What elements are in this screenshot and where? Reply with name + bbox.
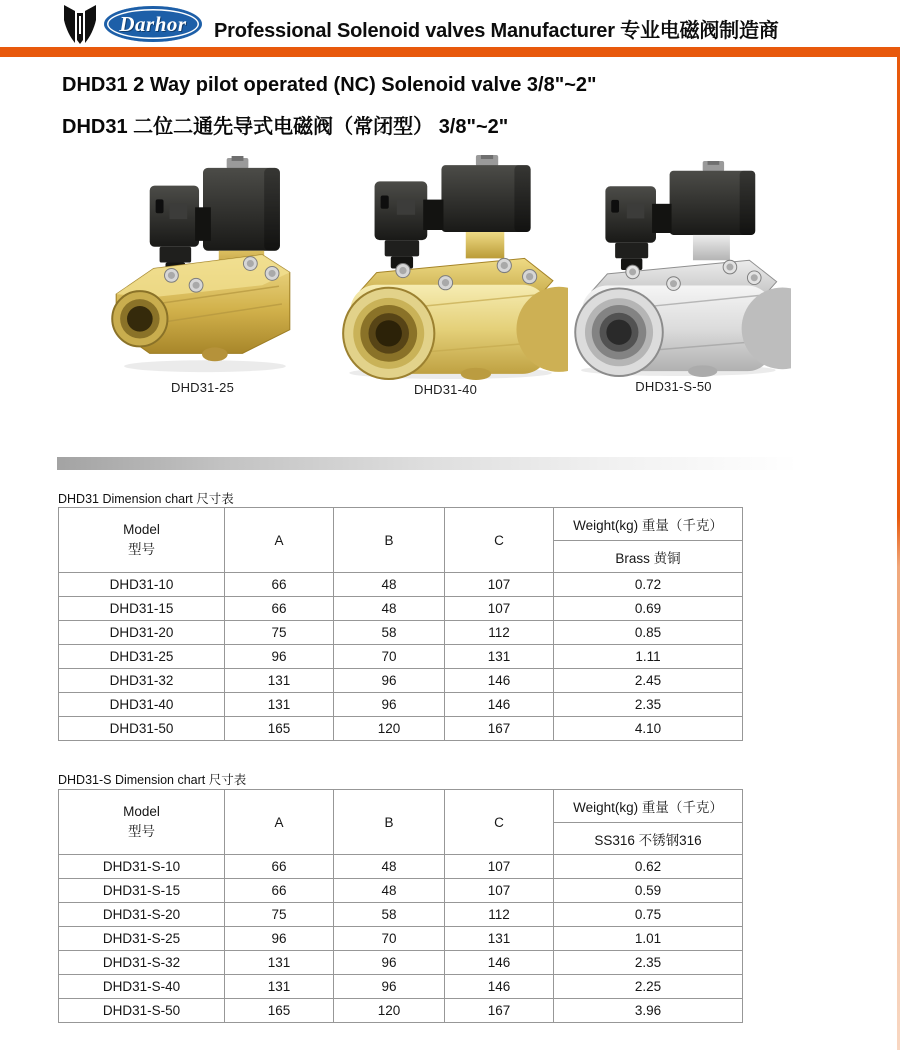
- column-header-weight: Weight(kg) 重量（千克）: [554, 508, 743, 541]
- table-row: [59, 645, 743, 669]
- dimension-cell: 96: [334, 975, 445, 999]
- header-tagline: Professional Solenoid valves Manufacturer 专业电磁阀制造商: [214, 20, 779, 42]
- figure-caption: DHD31-S-50: [635, 379, 712, 394]
- column-subheader-material: Brass 黄铜: [554, 541, 743, 573]
- dimension-cell: 131: [225, 975, 334, 999]
- dimension-cell: 112: [445, 903, 554, 927]
- dimension-cell: 66: [225, 879, 334, 903]
- table-row: [59, 879, 743, 903]
- weight-cell: 0.69: [554, 597, 743, 621]
- dimension-cell: 165: [225, 717, 334, 741]
- column-header-c: C: [445, 508, 554, 573]
- dimension-cell: 165: [225, 999, 334, 1023]
- dimension-cell: 48: [334, 573, 445, 597]
- model-cell: DHD31-S-15: [59, 879, 225, 903]
- column-subheader-material: SS316 不锈钢316: [554, 823, 743, 855]
- table-row: [59, 927, 743, 951]
- table-caption: DHD31-S Dimension chart 尺寸表: [58, 773, 247, 787]
- model-cell: DHD31-S-50: [59, 999, 225, 1023]
- figure-caption: DHD31-40: [413, 382, 477, 397]
- table-row: [59, 999, 743, 1023]
- table-row: [59, 903, 743, 927]
- column-header-model: [59, 508, 225, 573]
- model-cell: DHD31-S-25: [59, 927, 225, 951]
- model-cell: DHD31-25: [59, 645, 225, 669]
- dimension-cell: 131: [445, 645, 554, 669]
- model-cell: DHD31-50: [59, 717, 225, 741]
- model-label-en: Model: [123, 804, 160, 820]
- model-cell: DHD31-40: [59, 693, 225, 717]
- model-label-en: Model: [123, 522, 160, 538]
- dimension-cell: 146: [445, 951, 554, 975]
- dimension-cell: 107: [445, 879, 554, 903]
- dimension-cell: 167: [445, 999, 554, 1023]
- valve-image-inline-stainless: [556, 161, 791, 377]
- model-cell: DHD31-S-10: [59, 855, 225, 879]
- dimension-cell: 70: [334, 645, 445, 669]
- valve-image-inline-brass: [323, 155, 568, 380]
- model-cell: DHD31-S-40: [59, 975, 225, 999]
- model-label-cn: 型号: [128, 824, 155, 839]
- dimension-table-brass: [58, 507, 743, 741]
- model-cell: DHD31-S-20: [59, 903, 225, 927]
- dimension-cell: 58: [334, 903, 445, 927]
- model-label-cn: 型号: [128, 542, 155, 557]
- dimension-cell: 96: [334, 951, 445, 975]
- weight-cell: 1.11: [554, 645, 743, 669]
- brand-name: Darhor: [119, 11, 187, 36]
- model-cell: DHD31-20: [59, 621, 225, 645]
- weight-cell: 2.45: [554, 669, 743, 693]
- dimension-cell: 146: [445, 693, 554, 717]
- dimension-table: [58, 789, 743, 1023]
- dimension-cell: 120: [334, 999, 445, 1023]
- weight-cell: 1.01: [554, 927, 743, 951]
- figure-caption: DHD31-25: [170, 380, 234, 395]
- weight-cell: 0.59: [554, 879, 743, 903]
- dimension-cell: 96: [225, 645, 334, 669]
- dimension-cell: 107: [445, 597, 554, 621]
- dimension-cell: 112: [445, 621, 554, 645]
- section-divider: [57, 457, 829, 470]
- dimension-cell: 70: [334, 927, 445, 951]
- table-row: [59, 621, 743, 645]
- dimension-table-stainless: [58, 789, 743, 1023]
- dimension-cell: 167: [445, 717, 554, 741]
- column-header-weight: Weight(kg) 重量（千克）: [554, 790, 743, 823]
- weight-cell: 0.72: [554, 573, 743, 597]
- dimension-cell: 96: [334, 669, 445, 693]
- model-cell: DHD31-10: [59, 573, 225, 597]
- weight-cell: 3.96: [554, 999, 743, 1023]
- dimension-cell: 48: [334, 855, 445, 879]
- table-row: [59, 951, 743, 975]
- dimension-cell: 131: [225, 951, 334, 975]
- valve-image-compact-brass: [95, 156, 310, 378]
- dimension-cell: 131: [225, 669, 334, 693]
- brand-logo: [104, 6, 202, 42]
- weight-cell: 2.35: [554, 693, 743, 717]
- dimension-cell: 107: [445, 573, 554, 597]
- dimension-cell: 75: [225, 621, 334, 645]
- page-title-en: DHD31 2 Way pilot operated (NC) Solenoid valve 3/8"~2": [62, 74, 597, 96]
- dimension-cell: 131: [225, 693, 334, 717]
- column-header-model: [59, 790, 225, 855]
- logo-mark-icon: [62, 4, 98, 44]
- column-header-b: B: [334, 790, 445, 855]
- model-cell: DHD31-32: [59, 669, 225, 693]
- accent-bar: [0, 47, 900, 57]
- dimension-cell: 107: [445, 855, 554, 879]
- table-row: [59, 597, 743, 621]
- dimension-cell: 58: [334, 621, 445, 645]
- dimension-cell: 66: [225, 573, 334, 597]
- table-row: [59, 573, 743, 597]
- table-row: [59, 669, 743, 693]
- page-title-cn: DHD31 二位二通先导式电磁阀（常闭型） 3/8"~2": [62, 116, 509, 138]
- weight-cell: 0.85: [554, 621, 743, 645]
- dimension-cell: 66: [225, 855, 334, 879]
- dimension-cell: 131: [445, 927, 554, 951]
- table-row: [59, 975, 743, 999]
- dimension-cell: 96: [334, 693, 445, 717]
- column-header-c: C: [445, 790, 554, 855]
- dimension-cell: 146: [445, 975, 554, 999]
- column-header-a: A: [225, 508, 334, 573]
- product-figure: [95, 156, 310, 395]
- dimension-cell: 96: [225, 927, 334, 951]
- dimension-cell: 120: [334, 717, 445, 741]
- table-caption: DHD31 Dimension chart 尺寸表: [58, 492, 234, 506]
- dimension-cell: 48: [334, 879, 445, 903]
- weight-cell: 0.62: [554, 855, 743, 879]
- dimension-cell: 75: [225, 903, 334, 927]
- model-cell: DHD31-15: [59, 597, 225, 621]
- product-figure: [323, 155, 568, 397]
- weight-cell: 2.25: [554, 975, 743, 999]
- dimension-cell: 48: [334, 597, 445, 621]
- dimension-cell: 66: [225, 597, 334, 621]
- weight-cell: 2.35: [554, 951, 743, 975]
- dimension-cell: 146: [445, 669, 554, 693]
- model-cell: DHD31-S-32: [59, 951, 225, 975]
- column-header-b: B: [334, 508, 445, 573]
- dimension-table: [58, 507, 743, 741]
- table-row: [59, 693, 743, 717]
- weight-cell: 4.10: [554, 717, 743, 741]
- column-header-a: A: [225, 790, 334, 855]
- table-row: [59, 717, 743, 741]
- table-row: [59, 855, 743, 879]
- weight-cell: 0.75: [554, 903, 743, 927]
- product-figure: [556, 161, 791, 394]
